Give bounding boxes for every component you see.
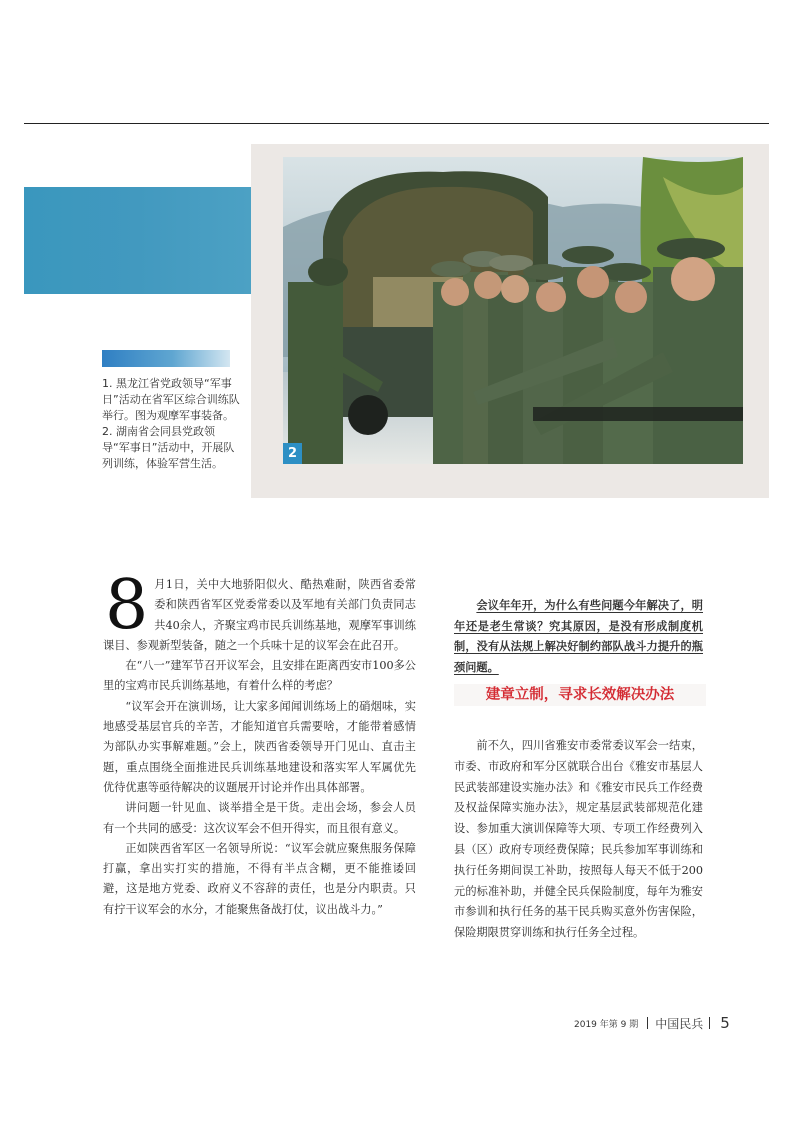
pullquote-block [454,595,703,678]
dropcap: 8 [105,566,149,645]
caption-gradient-bar [102,350,230,367]
paragraph-text: 月1日，关中大地骄阳似火、酷热难耐，陕西省委常委和陕西省军区党委常委以及军地有关部门负责同志共40余人，齐聚宝鸡市民兵训练基地，观摩军事训练课目、参观新型装备，随之一个兵味十足的议军会在此召开。 [103,578,416,652]
section-subheading: 建章立制，寻求长效解决办法 [454,684,706,706]
photo-number-badge: 2 [283,443,302,464]
article-paragraph [103,566,416,656]
belt [533,407,743,421]
article-paragraph: “议军会开在演训场，让大家多闻闻训练场上的硝烟味，实地感受基层官兵的辛苦，才能知道官兵需要啥，才能带着感情为部队办实事解难题。”会上，陕西省委领导开门见山、直击主题，重点围绕全面推进民兵训练基地建设和落实军人军属优先优待优惠等亟待解决的议题展开讨论并作出具体部署。 [103,699,416,794]
header-rule [24,123,769,124]
article-paragraph: 在“八一”建军节召开议军会，且安排在距离西安市100多公里的宝鸡市民兵训练基地，有着什么样的考虑？ [103,659,416,693]
issue-label: 2019 年第 9 期 [574,1019,639,1030]
photo-illustration [283,157,743,464]
article-right-column [454,736,703,944]
article-left-column [103,566,416,920]
photo-captions [102,376,240,472]
truck-wheel [348,395,388,435]
caption-2: 2. 湖南省会同县党政领导“军事日”活动中，开展队列训练，体验军营生活。 [102,425,235,470]
pullquote: 会议年年开，为什么有些问题今年解决了，明年还是老生常谈？究其原因，是没有形成制度机制，没有从法规上解决好制约部队战斗力提升的瓶颈问题。 [454,598,703,675]
page-number: 5 [720,1014,730,1032]
page-footer [574,1014,730,1032]
article-paragraph: 前不久，四川省雅安市委常委议军会一结束，市委、市政府和军分区就联合出台《雅安市基层人民武装部建设实施办法》和《雅安市民兵工作经费及权益保障实施办法》，规定基层武装部规范化建设、参加重大演训保障等大项、专项工作经费列入县（区）政府专项经费保障；民兵参加军事训练和执行任务期间误工补助，按照每人每天不低于200元的标准补助，并健全民兵保险制度，每年为雅安市参训和执行任务的基干民兵购买意外伤害保险，保险期限贯穿训练和执行任务全过程。 [454,739,703,940]
caption-1: 1. 黑龙江省党政领导“军事日”活动在省军区综合训练队举行。图为观摩军事装备。 [102,377,240,422]
footer-divider [709,1017,710,1029]
photo-soldiers-drill [283,157,743,464]
magazine-name: 中国民兵 [655,1016,704,1031]
article-paragraph: 讲问题一针见血、谈举措全是干货。走出会场，参会人员有一个共同的感受：这次议军会不但开得实，而且很有意义。 [103,801,416,835]
decorative-color-block [24,187,251,294]
article-paragraph: 正如陕西省军区一名领导所说：“议军会就应聚焦服务保障打赢，拿出实打实的措施，不得有半点含糊，更不能推诿回避，这是地方党委、政府义不容辞的责任，也是分内职责。只有拧干议军会的水分，才能聚焦备战打仗，议出战斗力。” [103,841,416,916]
footer-divider [647,1017,648,1029]
